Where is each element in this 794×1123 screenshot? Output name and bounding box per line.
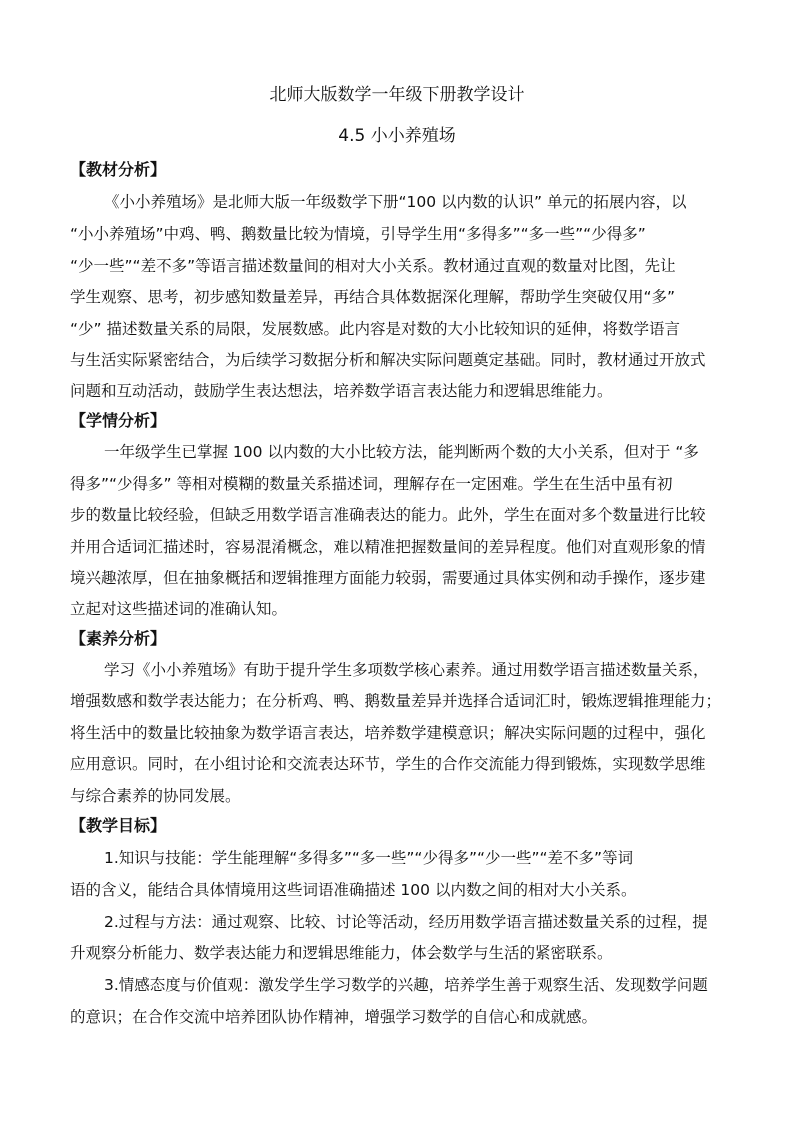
- section-heading-student-analysis: 【学情分析】: [70, 411, 167, 430]
- lesson-title: 4.5 小小养殖场: [338, 126, 456, 146]
- paragraph-line: 与综合素养的协同发展。: [70, 787, 241, 805]
- objective-line: 的意识；在合作交流中培养团队协作精神，增强学习数学的自信心和成就感。: [70, 1008, 598, 1026]
- paragraph-line: 应用意识。同时，在小组讨论和交流表达环节，学生的合作交流能力得到锻炼，实现数学思维: [70, 755, 706, 773]
- paragraph-line: 得多”“少得多” 等相对模糊的数量关系描述词，理解存在一定困难。学生在生活中虽有初: [70, 475, 673, 493]
- paragraph-line: 学习《小小养殖场》有助于提升学生多项数学核心素养。通过用数学语言描述数量关系，: [104, 661, 709, 679]
- paragraph-line: “少” 描述数量关系的局限，发展数感。此内容是对数的大小比较知识的延伸，将数学语言: [70, 320, 680, 338]
- paragraph-line: 并用合适词汇描述时，容易混淆概念，难以精准把握数量间的差异程度。他们对直观形象的情: [70, 538, 706, 556]
- objective-line: 升观察分析能力、数学表达能力和逻辑思维能力，体会数学与生活的紧密联系。: [70, 944, 613, 962]
- paragraph-line: “小小养殖场”中鸡、鸭、鹅数量比较为情境，引导学生用“多得多”“多一些”“少得多”: [70, 225, 646, 243]
- paragraph-line: 立起对这些描述词的准确认知。: [70, 600, 288, 618]
- paragraph-line: 增强数感和数学表达能力；在分析鸡、鸭、鹅数量差异并选择合适词汇时，锻炼逻辑推理能力；: [70, 692, 722, 710]
- objective-line: 语的含义，能结合具体情境用这些词语准确描述 100 以内数之间的相对大小关系。: [70, 881, 637, 899]
- objective-line: 3.情感态度与价值观：激发学生学习数学的兴趣，培养学生善于观察生活、发现数学问题: [104, 976, 708, 994]
- paragraph-line: 一年级学生已掌握 100 以内数的大小比较方法，能判断两个数的大小关系，但对于 “多: [104, 443, 699, 461]
- objective-line: 2.过程与方法：通过观察、比较、讨论等活动，经历用数学语言描述数量关系的过程，提: [104, 913, 708, 931]
- section-heading-teaching-objectives: 【教学目标】: [70, 816, 167, 835]
- section-heading-textbook-analysis: 【教材分析】: [70, 160, 167, 179]
- paragraph-line: 问题和互动活动，鼓励学生表达想法，培养数学语言表达能力和逻辑思维能力。: [70, 382, 613, 400]
- document-title: 北师大版数学一年级下册教学设计: [269, 85, 525, 105]
- paragraph-line: 学生观察、思考，初步感知数量差异，再结合具体数据深化理解，帮助学生突破仅用“多”: [70, 288, 676, 306]
- paragraph-line: 《小小养殖场》是北师大版一年级数学下册“100 以内数的认识” 单元的拓展内容，以: [104, 193, 687, 211]
- paragraph-line: 步的数量比较经验，但缺乏用数学语言准确表达的能力。此外，学生在面对多个数量进行比较: [70, 506, 706, 524]
- paragraph-line: 将生活中的数量比较抽象为数学语言表达，培养数学建模意识；解决实际问题的过程中，强化: [70, 724, 706, 742]
- section-heading-literacy-analysis: 【素养分析】: [70, 629, 167, 648]
- objective-line: 1.知识与技能：学生能理解“多得多”“多一些”“少得多”“少一些”“差不多”等词: [104, 849, 634, 867]
- paragraph-line: 境兴趣浓厚，但在抽象概括和逻辑推理方面能力较弱，需要通过具体实例和动手操作，逐步建: [70, 569, 706, 587]
- paragraph-line: 与生活实际紧密结合，为后续学习数据分析和解决实际问题奠定基础。同时，教材通过开放式: [70, 351, 706, 369]
- paragraph-line: “少一些”“差不多”等语言描述数量间的相对大小关系。教材通过直观的数量对比图，先让: [70, 257, 676, 275]
